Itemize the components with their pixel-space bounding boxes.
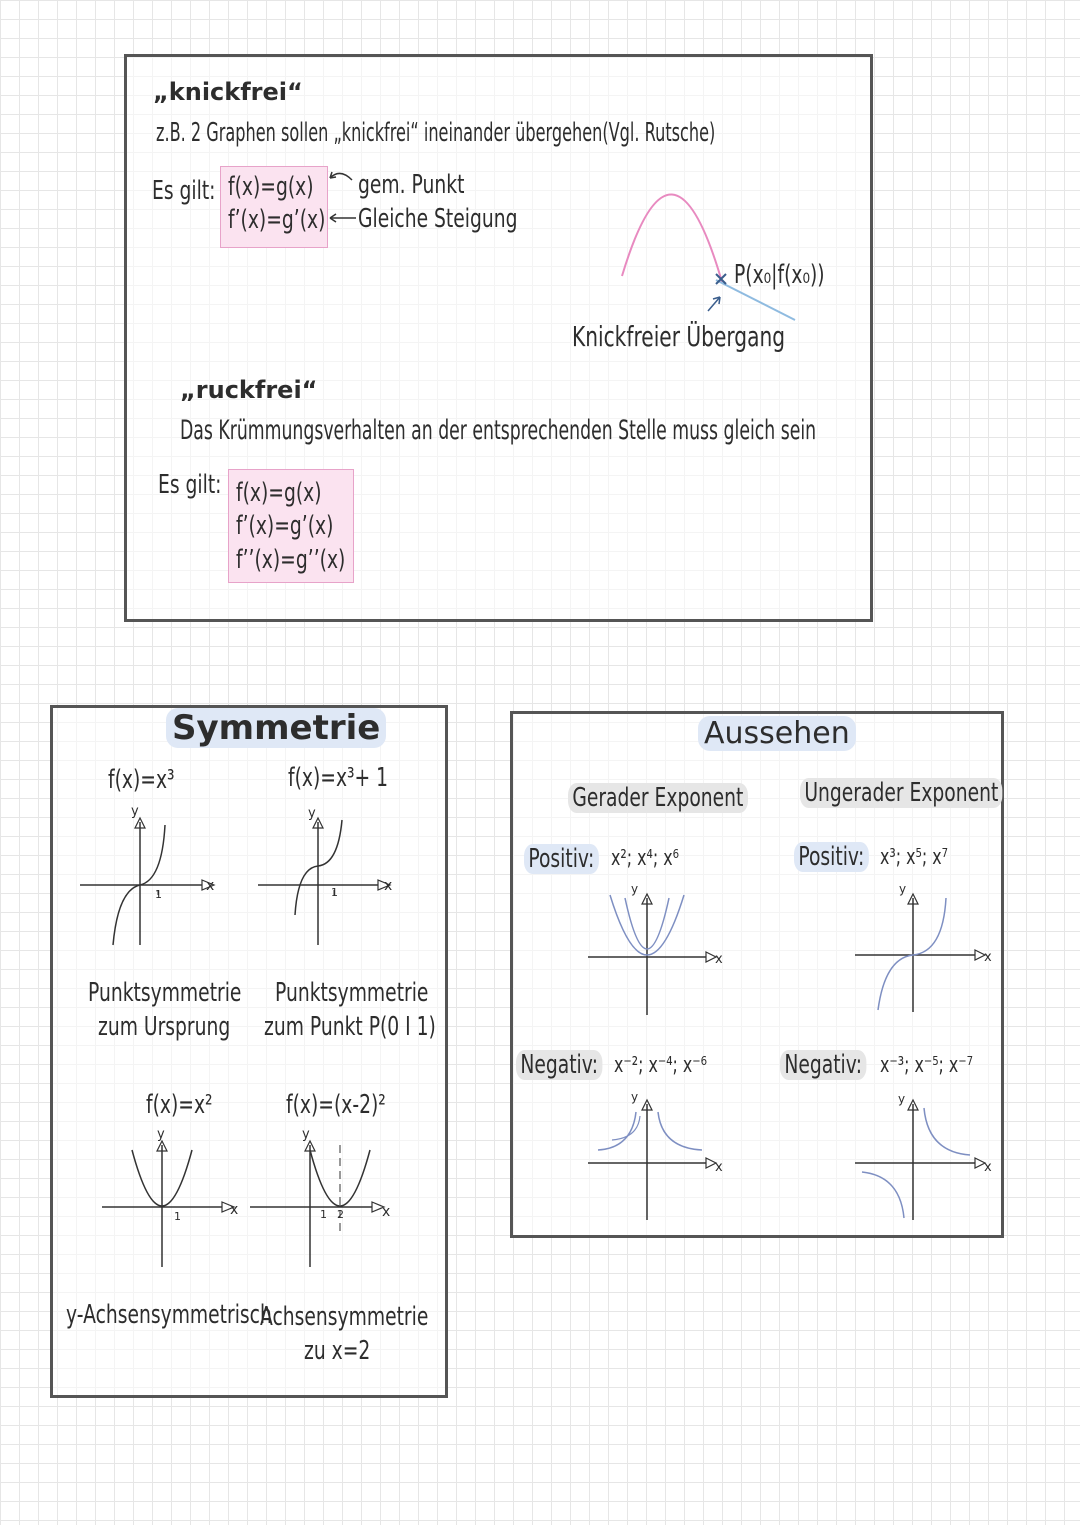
ruckfrei-condition-1: f(x)=g(x) [236, 478, 322, 508]
aus3-axis-x: x [715, 1160, 723, 1175]
even-negativ-examples: x⁻²; x⁻⁴; x⁻⁶ [614, 1053, 708, 1078]
sym2-tick: 1 [331, 886, 338, 899]
sym4-axis-y: y [302, 1127, 310, 1142]
sym3-axis-x: x [230, 1202, 239, 1218]
sym-caption-2a: Punktsymmetrie [275, 978, 429, 1008]
sym-caption-1a: Punktsymmetrie [88, 978, 242, 1008]
even-positiv-examples: x²; x⁴; x⁶ [611, 846, 679, 871]
sym-caption-2b: zum Punkt P(0 I 1) [264, 1012, 436, 1042]
even-negativ-label: Negativ: [516, 1050, 602, 1080]
odd-positiv-label: Positiv: [794, 842, 869, 872]
odd-negativ-examples: x⁻³; x⁻⁵; x⁻⁷ [880, 1053, 974, 1078]
symmetrie-title-text: Symmetrie [166, 708, 386, 748]
ruckfrei-description: Das Krümmungsverhalten an der entsprechenden Stelle muss gleich sein [180, 415, 817, 446]
knickfrei-note-slope: Gleiche Steigung [358, 204, 518, 234]
graph-odd-positive [855, 894, 985, 1012]
sym3-tick: 1 [174, 1210, 181, 1223]
knickfrei-transition-label: Knickfreier Übergang [572, 320, 786, 353]
ruckfrei-condition-2: f’(x)=g’(x) [236, 511, 334, 541]
sym-caption-3a: y-Achsensymmetrisch [66, 1300, 272, 1330]
knickfrei-title: „knickfrei“ [153, 78, 303, 106]
knickfrei-es-gilt: Es gilt: [152, 176, 216, 206]
aus2-axis-x: x [984, 950, 992, 965]
sym1-axis-y: y [131, 804, 139, 819]
sym-caption-4b: zu x=2 [304, 1336, 371, 1366]
sym3-axis-y: y [157, 1127, 165, 1142]
sym-function-3: f(x)=x² [146, 1090, 213, 1120]
aus1-axis-x: x [715, 952, 723, 967]
knickfrei-condition-2: f’(x)=g’(x) [228, 205, 326, 235]
knickfrei-point-label: P(x₀|f(x₀)) [734, 260, 825, 290]
sym-function-4: f(x)=(x-2)² [286, 1090, 386, 1120]
ruckfrei-condition-3: f’’(x)=g’’(x) [236, 545, 346, 575]
sym-caption-1b: zum Ursprung [98, 1012, 231, 1042]
sym1-axis-x: x [206, 878, 215, 894]
aus3-axis-y: y [631, 1090, 639, 1104]
graph-even-positive [588, 894, 716, 1015]
odd-exponent-header: Ungerader Exponent [800, 778, 1003, 808]
aus4-axis-x: x [984, 1160, 992, 1175]
sym2-axis-y: y [308, 806, 316, 821]
knickfrei-note-point: gem. Punkt [358, 170, 465, 200]
sym4-axis-x: x [382, 1204, 391, 1220]
knickfrei-intro: z.B. 2 Graphen sollen „knickfrei“ ineinander übergehen(Vgl. Rutsche) [156, 118, 716, 148]
sym-function-2: f(x)=x³+ 1 [288, 763, 389, 793]
sym-function-1: f(x)=x³ [108, 765, 175, 795]
odd-positiv-examples: x³; x⁵; x⁷ [880, 845, 948, 870]
sym-caption-4a: Achsensymmetrie [260, 1302, 429, 1332]
graph-even-negative [588, 1100, 716, 1220]
sym4-tick-2: 2 [337, 1208, 344, 1221]
sym2-axis-x: x [384, 878, 393, 894]
even-positiv-label: Positiv: [524, 844, 599, 874]
aus1-axis-y: y [631, 882, 639, 896]
aus4-axis-y: y [898, 1092, 906, 1106]
even-exponent-header: Gerader Exponent [568, 783, 748, 813]
sym1-tick: 1 [155, 888, 162, 901]
aussehen-title-text: Aussehen [698, 716, 856, 751]
knickfrei-condition-1: f(x)=g(x) [228, 172, 314, 202]
ruckfrei-title: „ruckfrei“ [180, 376, 318, 404]
aus2-axis-y: y [899, 882, 907, 896]
ruckfrei-es-gilt: Es gilt: [158, 470, 222, 500]
odd-negativ-label: Negativ: [780, 1050, 866, 1080]
sym4-tick-1: 1 [320, 1208, 327, 1221]
graph-odd-negative [855, 1100, 985, 1220]
